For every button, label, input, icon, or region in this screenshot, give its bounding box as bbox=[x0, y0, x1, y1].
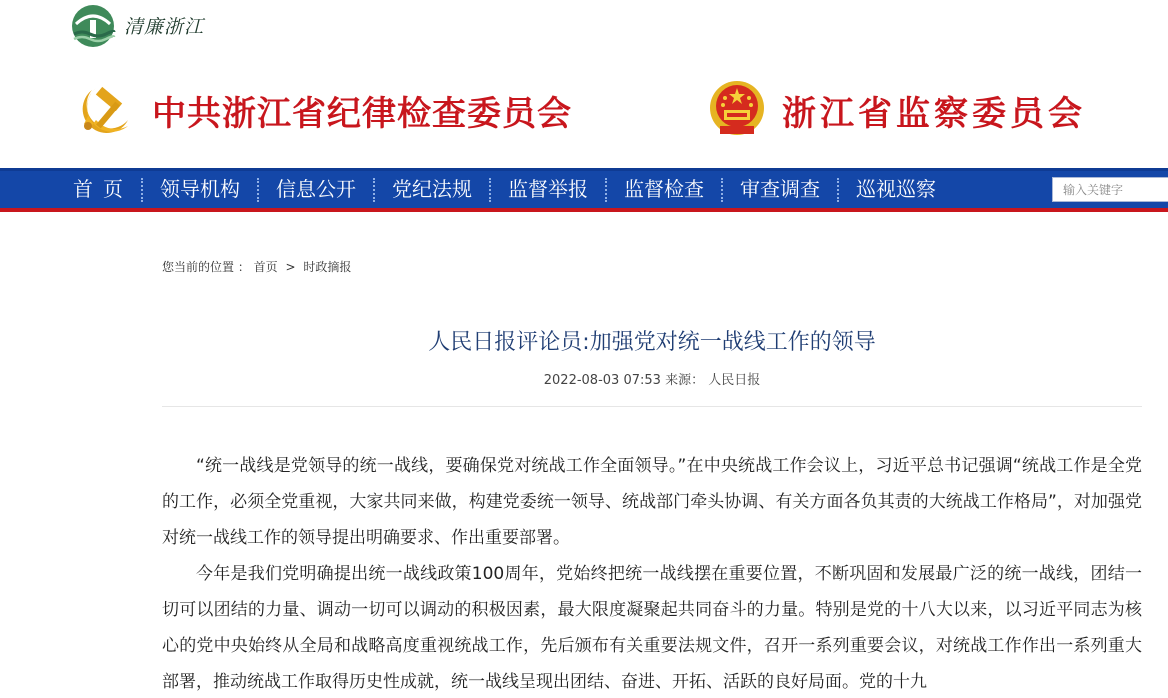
supervision-commission-title: 浙江省监察委员会 bbox=[782, 94, 1086, 134]
nav-item-leadership[interactable]: 领导机构 bbox=[160, 177, 240, 201]
main-nav bbox=[0, 168, 1168, 212]
nav-item-home[interactable]: 首页 bbox=[73, 177, 133, 201]
qinglian-zhejiang-logo-icon[interactable] bbox=[70, 4, 116, 48]
nav-item-investigation[interactable]: 审查调查 bbox=[740, 177, 820, 201]
hammer-sickle-emblem-icon[interactable] bbox=[78, 80, 136, 138]
article-datetime: 2022-08-03 07:53 bbox=[543, 373, 661, 388]
nav-item-party-regulations[interactable]: 党纪法规 bbox=[392, 177, 472, 201]
breadcrumb-home-link[interactable]: 首页 bbox=[253, 260, 278, 274]
breadcrumb bbox=[162, 258, 351, 275]
article-paragraph: “统一战线是党领导的统一战线，要确保党对统战工作全面领导。”在中央统战工作会议上，习近平总书记强调“统战工作是全党的工作，必须全党重视，大家共同来做，构建党委统一领导、统战部门牵头协调、有关方面各负其责的大统战工作格局”，对加强党对统一战线工作的领导提出明确要求、作出重要部署。 bbox=[162, 456, 1142, 548]
national-emblem-icon[interactable] bbox=[708, 78, 766, 140]
search-input[interactable] bbox=[1052, 177, 1168, 202]
nav-item-report[interactable]: 监督举报 bbox=[508, 177, 588, 201]
nav-item-info-disclosure[interactable]: 信息公开 bbox=[276, 177, 356, 201]
nav-item-inspection-tour[interactable]: 巡视巡察 bbox=[856, 177, 936, 201]
article-paragraph: 今年是我们党明确提出统一战线政策100周年，党始终把统一战线摆在重要位置，不断巩固和发展最广泛的统一战线，团结一切可以团结的力量、调动一切可以调动的积极因素，最大限度凝聚起共同奋斗的力量。特别是党的十八大以来，以习近平同志为核心的党中央始终从全局和战略高度重视统战工作，先后颁布有关重要法规文件，召开一系列重要会议，对统战工作作出一系列重大部署，推动统战工作取得历史性成就，统一战线呈现出团结、奋进、开拓、活跃的良好局面。党的十九 bbox=[162, 564, 1142, 692]
article-title: 人民日报评论员:加强党对统一战线工作的领导 bbox=[428, 330, 876, 355]
article-source-label: 来源： bbox=[665, 373, 705, 388]
site-banner bbox=[0, 52, 1168, 168]
qinglian-zhejiang-text: 清廉浙江 bbox=[124, 16, 205, 38]
breadcrumb-prefix: 您当前的位置 ： bbox=[162, 260, 250, 274]
party-commission-title: 中共浙江省纪律检查委员会 bbox=[152, 94, 572, 134]
nav-item-supervision-inspection[interactable]: 监督检查 bbox=[624, 177, 704, 201]
article-source: 人民日报 bbox=[708, 373, 761, 388]
article-meta bbox=[162, 369, 1142, 388]
article-body bbox=[162, 448, 1142, 698]
top-strip bbox=[0, 0, 1168, 52]
breadcrumb-separator: > bbox=[285, 260, 296, 274]
breadcrumb-current-link[interactable]: 时政摘报 bbox=[303, 260, 352, 274]
nav-items bbox=[56, 171, 953, 208]
title-divider bbox=[162, 406, 1142, 407]
